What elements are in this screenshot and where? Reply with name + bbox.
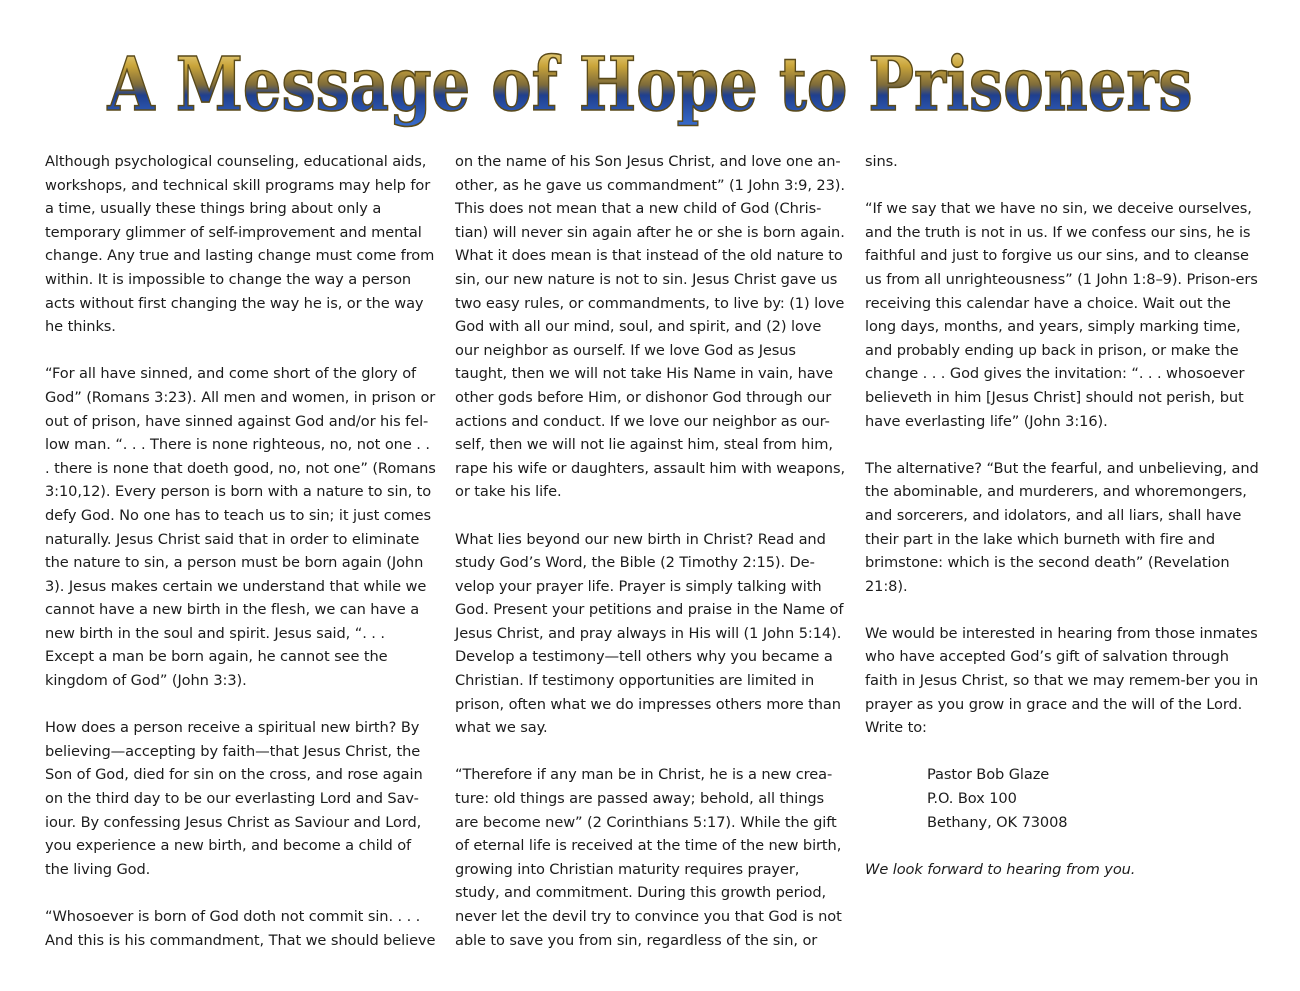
address-box: P.O. Box 100 [927, 790, 1017, 808]
address-name: Pastor Bob Glaze [927, 766, 1050, 784]
address-city: Bethany, OK 73008 [927, 813, 1068, 831]
paragraph: sins. [865, 153, 898, 170]
paragraph: “Therefore if any man be in Christ, he is a new crea-ture: old things are passed away; behold, all things are become new” (2 Corinthians 5:17). While the gift of eternal life is received at the time of the new birth, growing into Christian maturity requires prayer, study, and commitment. During this growth period, never let the devil try to convince you that God is not able to save you from sin, regardless of the sin, or [455, 766, 842, 949]
title-text: A Message of Hope to Prisoners [106, 42, 1193, 128]
closing-line: We look forward to hearing from you. [865, 860, 1136, 878]
paragraph: on the name of his Son Jesus Christ, and love one an-other, as he gave us commandment” (1 John 3:9, 23). This does not mean that a new child of God (Chris-tian) will never sin again after he or she is born again. What it does mean is that instead of the old nature to sin, our new nature is not to sin. Jesus Christ gave us two easy rules, or commandments, to live by: (1) love God with all our mind, soul, and spirit, and (2) love our neighbor as ourself. If we love God as Jesus taught, then we will not take His Name in vain, have other gods before Him, or dishonor God through our actions and conduct. If we love our neighbor as our-self, then we will not lie against him, steal from him, rape his wife or daughters, assault him with weapons, or take his life. [455, 153, 845, 501]
paragraph: The alternative? “But the fearful, and unbelieving, and the abominable, and murderers, and whoremongers, and sorcerers, and idolators, and all liars, shall have their part in the lake which burneth with fire and brimstone: which is the second death” (Revelation 21:8). [865, 459, 1259, 595]
column-2 [455, 150, 847, 976]
paragraph: What lies beyond our new birth in Christ? Read and study God’s Word, the Bible (2 Timothy 2:15). De-velop your prayer life. Prayer is simply talking with God. Present your petitions and praise in the Name of Jesus Christ, and pray always in His will (1 John 5:14). Develop a testimony—tell others why you became a Christian. If testimony opportunities are limited in prison, often what we do impresses others more than what we say. [455, 530, 844, 737]
title-graphic [0, 26, 1300, 136]
paragraph: “For all have sinned, and come short of the glory of God” (Romans 3:23). All men and women, in prison or out of prison, have sinned against God and/or his fel-low man. “. . . There is none righteous, no, not one . . . there is none that doeth good, no, not one” (Romans 3:10,12). Every person is born with a nature to sin, to defy God. No one has to teach us to sin; it just comes naturally. Jesus Christ said that in order to eliminate the nature to sin, a person must be born again (John 3). Jesus makes certain we understand that while we cannot have a new birth in the flesh, we can have a new birth in the soul and spirit. Jesus said, “. . . Except a man be born again, he cannot see the kingdom of God” (John 3:3). [45, 365, 436, 690]
column-3 [865, 150, 1260, 905]
column-1 [45, 150, 438, 976]
paragraph: “If we say that we have no sin, we deceive ourselves, and the truth is not in us. If we confess our sins, he is faithful and just to forgive us our sins, and to cleanse us from all unrighteousness” (1 John 1:8–9). Prison-ers receiving this calendar have a choice. Wait out the long days, months, and years, simply marking time, and probably ending up back in prison, or make the change . . . God gives the invitation: “. . . whosoever believeth in him [Jesus Christ] should not perish, but have everlasting life” (John 3:16). [865, 200, 1258, 430]
paragraph: Although psychological counseling, educational aids, workshops, and technical skill programs may help for a time, usually these things bring about only a temporary glimmer of self-improvement and mental change. Any true and lasting change must come from within. It is impossible to change the way a person acts without first changing the way he is, or the way he thinks. [45, 153, 435, 336]
paragraph: How does a person receive a spiritual new birth? By believing—accepting by faith—that Jesus Christ, the Son of God, died for sin on the cross, and rose again on the third day to be our everlasting Lord and Sav-iour. By confessing Jesus Christ as Saviour and Lord, you experience a new birth, and become a child of the living God. [45, 719, 423, 878]
mailing-address [927, 763, 1260, 834]
paragraph: We would be interested in hearing from those inmates who have accepted God’s gift of salvation through faith in Jesus Christ, so that we may remem-ber you in prayer as you grow in grace and the will of the Lord. Write to: [865, 624, 1259, 737]
paragraph: “Whosoever is born of God doth not commit sin. . . . And this is his commandment, That we should believe [45, 908, 436, 949]
page-title [0, 26, 1300, 136]
